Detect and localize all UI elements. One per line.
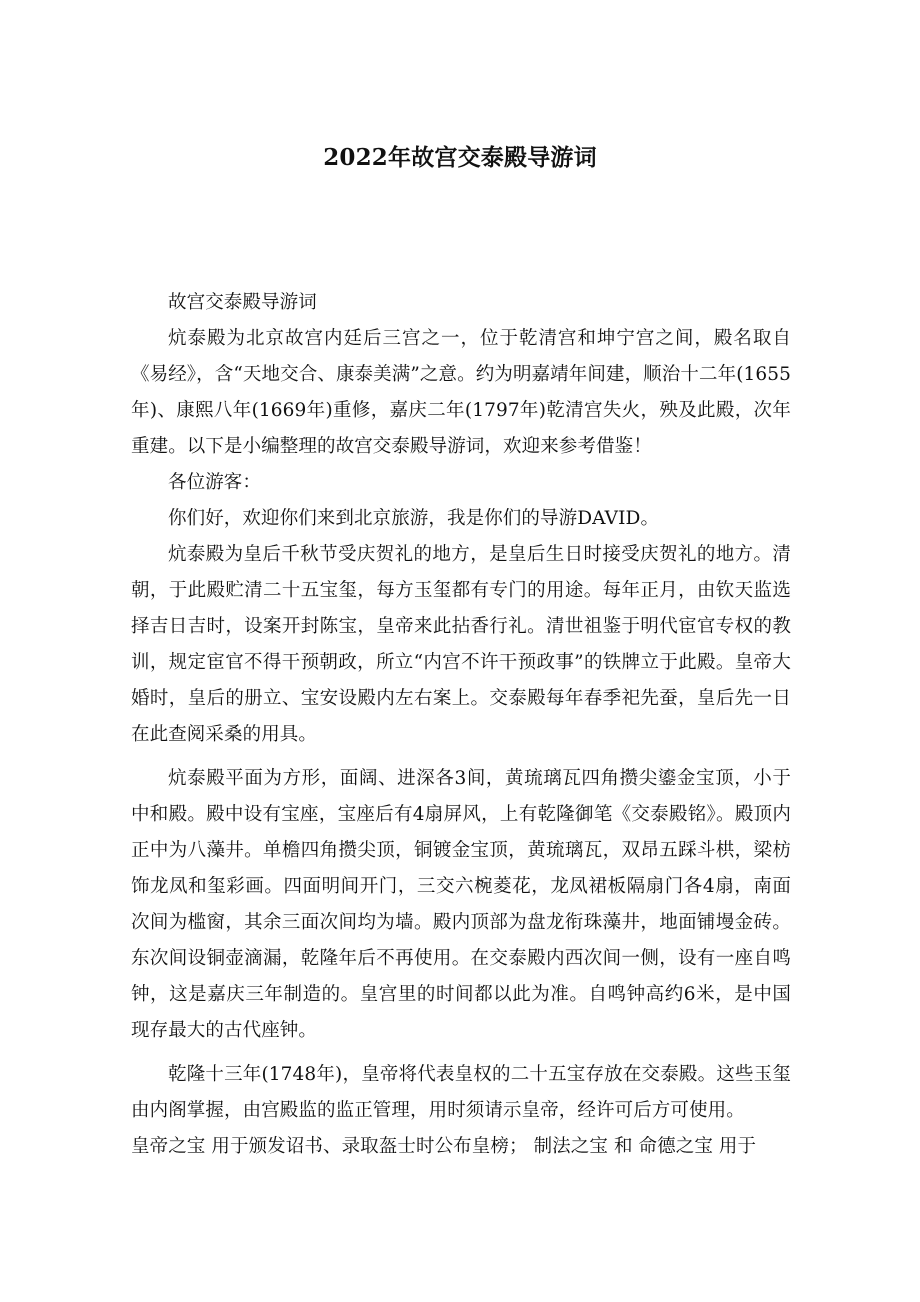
document-title: 2022年故宫交泰殿导游词: [323, 144, 597, 171]
body-paragraph-seals: 乾隆十三年(1748年)，皇帝将代表皇权的二十五宝存放在交泰殿。这些玉玺由内阁掌握，由宫殿监的监正管理，用时须请示皇帝，经许可后方可使用。: [131, 1064, 791, 1121]
body-paragraph-greeting: 各位游客：: [168, 472, 262, 493]
body-paragraph-seal-uses: 皇帝之宝 用于颁发诏书、录取盔士时公布皇榜； 制法之宝 和 命德之宝 用于: [131, 1136, 757, 1157]
body-paragraph-architecture: 炕泰殿平面为方形，面阔、进深各3间，黄琉璃瓦四角攒尖鎏金宝顶，小于中和殿。殿中设有宝座，宝座后有4扇屏风，上有乾隆御笔《交泰殿铭》。殿顶内正中为八藻井。单檐四角攒尖顶，铜镀金宝顶，黄琉璃瓦，双昂五踩斗栱，梁枋饰龙凤和玺彩画。四面明间开门，三交六椀菱花，龙凤裙板隔扇门各4扇，南面次间为槛窗，其余三面次间均为墙。殿内顶部为盘龙衔珠藻井，地面铺墁金砖。东次间设铜壶滴漏，乾隆年后不再使用。在交泰殿内西次间一侧，设有一座自鸣钟，这是嘉庆三年制造的。皇宫里的时间都以此为准。自鸣钟高约6米，是中国现存最大的古代座钟。: [131, 768, 791, 1041]
body-paragraph-welcome: 你们好，欢迎你们来到北京旅游，我是你们的导游DAVID。: [168, 508, 660, 529]
document-body: [131, 285, 791, 1165]
body-paragraph-subtitle: 故宫交泰殿导游词: [168, 292, 317, 313]
body-paragraph-function: 炕泰殿为皇后千秋节受庆贺礼的地方，是皇后生日时接受庆贺礼的地方。清朝，于此殿贮清二十五宝玺，每方玉玺都有专门的用途。每年正月，由钦天监选择吉日吉时，设案开封陈宝，皇帝来此拈香行礼。清世祖鉴于明代宦官专权的教训，规定宦官不得干预朝政，所立“内宫不许干预政事”的铁牌立于此殿。皇帝大婚时，皇后的册立、宝安设殿内左右案上。交泰殿每年春季祀先蚕，皇后先一日在此查阅采桑的用具。: [131, 544, 791, 745]
body-paragraph-intro: 炕泰殿为北京故宫内廷后三宫之一，位于乾清宫和坤宁宫之间，殿名取自《易经》，含“天地交合、康泰美满”之意。约为明嘉靖年间建，顺治十二年(1655年)、康熙八年(1669年)重修，嘉庆二年(1797年)乾清宫失火，殃及此殿，次年重建。以下是小编整理的故宫交泰殿导游词，欢迎来参考借鉴！: [131, 328, 791, 457]
